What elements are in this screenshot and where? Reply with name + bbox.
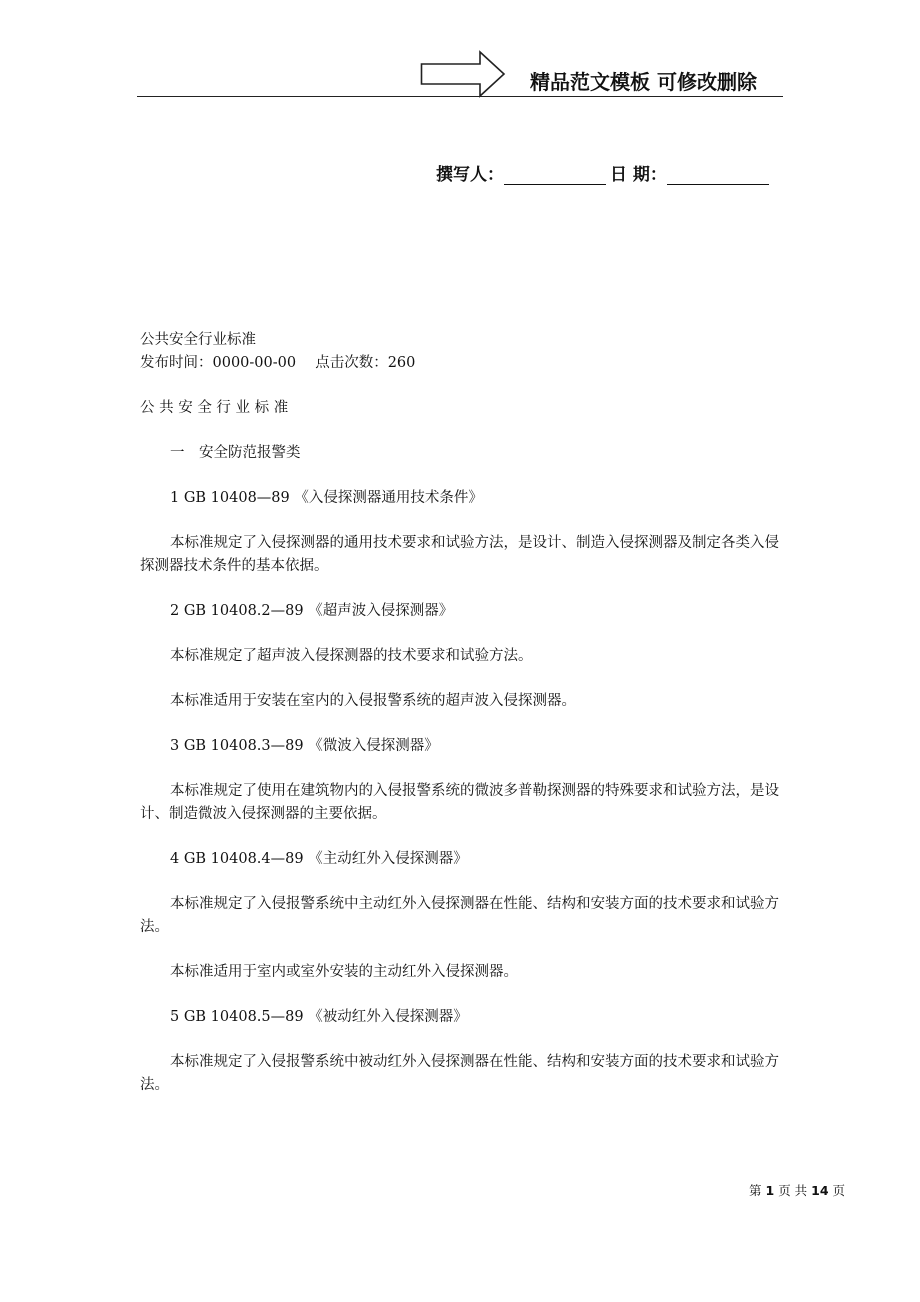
- standard-description: 本标准规定了入侵探测器的通用技术要求和试验方法，是设计、制造入侵探测器及制定各类入侵探测器技术条件的基本依据。: [140, 535, 779, 574]
- standard-description: 本标准规定了入侵报警系统中主动红外入侵探测器在性能、结构和安装方面的技术要求和试验方法。: [140, 896, 779, 935]
- standard-title: 3 GB 10408.3—89 《微波入侵探测器》: [170, 738, 439, 754]
- standard-description: 本标准适用于安装在室内的入侵报警系统的超声波入侵探测器。: [170, 693, 576, 709]
- publish-info: 发布时间：0000-00-00 点击次数：260: [140, 355, 416, 371]
- standard-title: 1 GB 10408—89 《入侵探测器通用技术条件》: [170, 490, 483, 506]
- header-title: 精品范文模板 可修改删除: [530, 70, 757, 94]
- footer-suffix: 页: [832, 1183, 846, 1198]
- total-pages-number: 14: [811, 1183, 829, 1198]
- arrow-icon: [420, 50, 506, 98]
- footer-prefix: 第: [749, 1183, 762, 1198]
- doc-category: 公共安全行业标准: [140, 332, 256, 348]
- doc-heading: 公 共 安 全 行 业 标 准: [140, 400, 289, 416]
- standard-description: 本标准规定了入侵报警系统中被动红外入侵探测器在性能、结构和安装方面的技术要求和试验方法。: [140, 1054, 779, 1093]
- author-date-line: [436, 160, 786, 185]
- header-divider: [137, 96, 783, 97]
- standard-title: 2 GB 10408.2—89 《超声波入侵探测器》: [170, 603, 454, 619]
- standard-description: 本标准规定了使用在建筑物内的入侵报警系统的微波多普勒探测器的特殊要求和试验方法，是设计、制造微波入侵探测器的主要依据。: [140, 783, 779, 822]
- current-page-number: 1: [765, 1183, 775, 1198]
- section-heading: 一 安全防范报警类: [170, 445, 301, 461]
- author-blank: [504, 166, 606, 185]
- author-label: 撰写人：: [436, 165, 504, 185]
- standard-title: 5 GB 10408.5—89 《被动红外入侵探测器》: [170, 1009, 468, 1025]
- standard-description: 本标准规定了超声波入侵探测器的技术要求和试验方法。: [170, 648, 533, 664]
- standard-title: 4 GB 10408.4—89 《主动红外入侵探测器》: [170, 851, 468, 867]
- date-blank: [667, 166, 769, 185]
- page-footer: [749, 1181, 869, 1199]
- footer-middle: 页 共: [778, 1183, 808, 1198]
- standard-description: 本标准适用于室内或室外安装的主动红外入侵探测器。: [170, 964, 518, 980]
- document-body: [140, 329, 790, 1097]
- date-label: 日 期：: [610, 165, 667, 185]
